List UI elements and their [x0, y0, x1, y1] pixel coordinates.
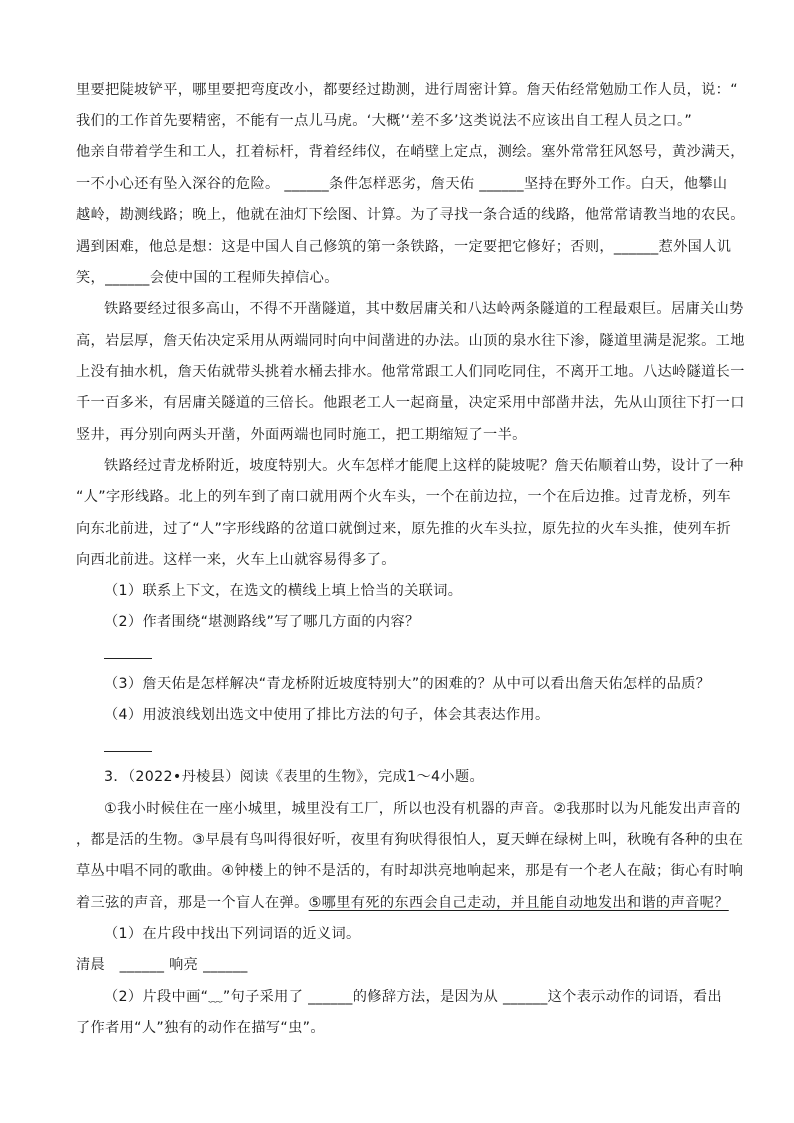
passage-line: 一不小心还有坠入深谷的危险。 ______条件怎样恶劣，詹天佑 ______坚持在野外工作。白天，他攀山: [76, 176, 728, 192]
passage-line: 笑，______会使中国的工程师失掉信心。: [76, 270, 339, 286]
passage-line: 草丛中唱不同的歌曲。④钟楼上的钟不是活的，有时却洪亮地响起来，那是有一个老人在敲；街心有时响: [76, 863, 744, 879]
passage-line: 高，岩层厚，詹天佑决定采用从两端同时向中间凿进的办法。山顶的泉水往下渗，隧道里满是泥浆。工地: [76, 333, 745, 349]
section-3-question-2: （2）片段中画“﹏”句子采用了 ______的修辞方法，是因为从 ______这个表示动作的词语，看出: [104, 989, 723, 1005]
passage-line: 越岭，勘测线路；晚上，他就在油灯下绘图、计算。为了寻找一条合适的线路，他常常请教当地的农民。: [76, 207, 745, 223]
question-3: （3）詹天佑是怎样解决“青龙桥附近坡度特别大”的困难的？从中可以看出詹天佑怎样的品质？: [104, 676, 711, 692]
answer-blank[interactable]: [104, 751, 152, 752]
passage-line: 铁路经过青龙桥附近，坡度特别大。火车怎样才能爬上这样的陡坡呢？詹天佑顺着山势，设计了一种: [104, 458, 744, 474]
passage-line: “人”字形线路。北上的列车到了南口就用两个火车头，一个在前边拉，一个在后边推。过青龙桥，列车: [76, 489, 732, 505]
passage-line: 我们的工作首先要精密，不能有一点儿马虎。‘大概’‘差不多’这类说法不应该出自工程人员之口。”: [76, 113, 693, 129]
wavy-underlined-sentence: ⑤哪里有死的东西会自己走动，并且能自动地发出和谐的声音呢？: [308, 895, 729, 911]
passage-line: 铁路要经过很多高山，不得不开凿隧道，其中数居庸关和八达岭两条隧道的工程最艰巨。居庸关山势: [104, 301, 744, 317]
section-3-question-1-words: 清晨 ______ 响亮 ______: [76, 957, 248, 973]
passage-line: 里要把陡坡铲平，哪里要把弯度改小，都要经过勘测，进行周密计算。詹天佑经常勉励工作人员，说：“: [76, 82, 738, 98]
passage-line: ①我小时候住在一座小城里，城里没有工厂，所以也没有机器的声音。②我那时以为凡能发出声音的: [104, 801, 741, 817]
passage-line: [76, 893, 729, 913]
passage-text: 着三弦的声音，那是一个盲人在弹。: [76, 895, 309, 911]
passage-line: 向西北前进。这样一来，火车上山就容易得多了。: [76, 552, 396, 568]
section-3-header: 3．（2022•丹棱县）阅读《表里的生物》，完成1～4小题。: [104, 769, 484, 785]
passage-line: 向东北前进，过了“人”字形线路的岔道口就倒过来，原先推的火车头拉，原先拉的火车头推，使列车折: [76, 521, 732, 537]
answer-blank[interactable]: [104, 658, 152, 659]
question-1: （1）联系上下文，在选文的横线上填上恰当的关联词。: [104, 583, 463, 599]
section-3-question-1: （1）在片段中找出下列词语的近义词。: [104, 926, 361, 942]
question-2: （2）作者围绕“堪测路线”写了哪几方面的内容？: [104, 614, 420, 630]
passage-line: 他亲自带着学生和工人，扛着标杆，背着经纬仪，在峭壁上定点，测绘。塞外常常狂风怒号，黄沙满天，: [76, 144, 745, 160]
passage-line: 竖井，再分别向两头开凿，外面两端也同时施工，把工期缩短了一半。: [76, 427, 527, 443]
passage-line: 遇到困难，他总是想：这是中国人自己修筑的第一条铁路，一定要把它修好；否则，______惹外国人讥: [76, 239, 732, 255]
passage-line: 千一百多米，有居庸关隧道的三倍长。他跟老工人一起商量，决定采用中部凿井法，先从山顶往下打一口: [76, 395, 745, 411]
passage-line: 上没有抽水机，詹天佑就带头挑着水桶去排水。他常常跟工人们同吃同住，不离开工地。八达岭隧道长一: [76, 364, 745, 380]
question-4: （4）用波浪线划出选文中使用了排比方法的句子，体会其表达作用。: [104, 707, 550, 723]
section-3-question-2-cont: 了作者用“人”独有的动作在描写“虫”。: [76, 1020, 325, 1036]
passage-line: ，都是活的生物。③早晨有鸟叫得很好听，夜里有狗吠得很怕人，夏天蝉在绿树上叫，秋晚有各种的虫在: [76, 832, 744, 848]
